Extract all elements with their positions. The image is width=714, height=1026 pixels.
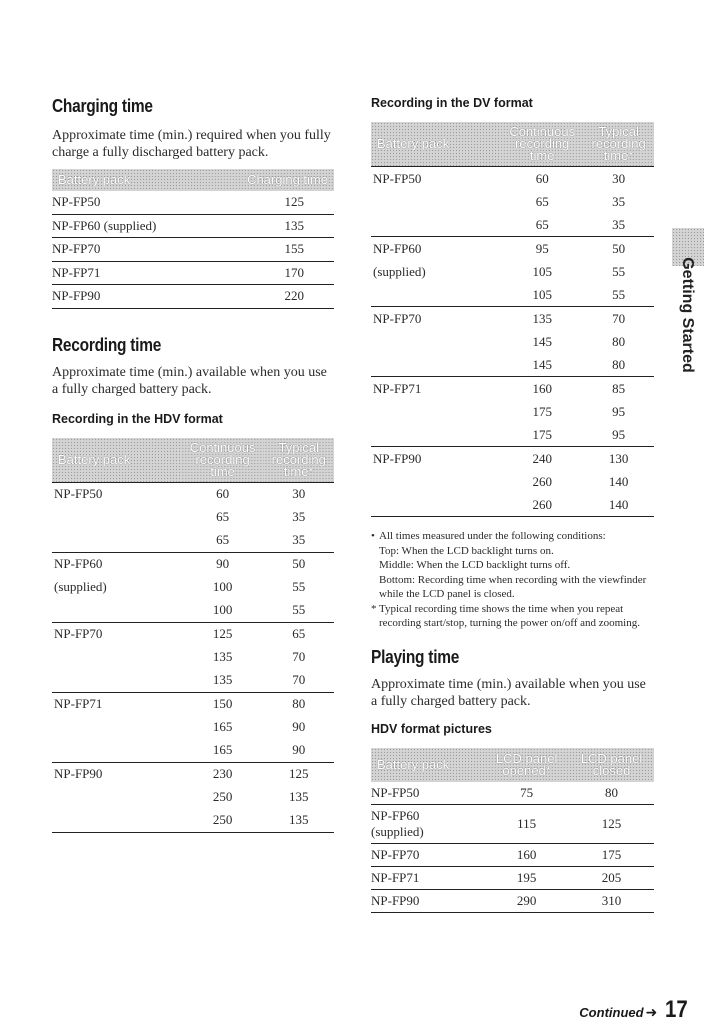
charging-time-cell: 125	[201, 191, 334, 214]
table-row	[371, 782, 654, 805]
table-row	[52, 622, 334, 646]
table-row	[52, 529, 334, 553]
continuous-time-cell: 60	[182, 482, 264, 506]
continuous-time-cell: 135	[501, 307, 583, 331]
recording-notes	[371, 529, 654, 631]
battery-pack-cell: NP-FP70	[52, 238, 201, 262]
battery-pack-cell: NP-FP90	[371, 447, 501, 471]
continued-label: Continued	[579, 1005, 644, 1020]
note-line: Middle: When the LCD backlight turns off.	[379, 559, 571, 571]
lcd-opened-time-cell: 75	[484, 782, 569, 805]
battery-pack-cell: NP-FP71	[371, 377, 501, 401]
col-header-continuous: Continuous recording time	[189, 439, 256, 479]
dv-recording-subheading: Recording in the DV format	[371, 96, 533, 110]
dv-recording-table	[371, 122, 654, 517]
typical-time-cell: 95	[612, 403, 626, 419]
continuous-time-cell: 175	[532, 426, 552, 442]
battery-pack-cell: NP-FP50	[52, 482, 182, 506]
typical-time-cell: 55	[612, 263, 626, 279]
battery-pack-name: NP-FP90	[371, 892, 420, 908]
continued-arrow-icon: ➜	[645, 1005, 658, 1021]
continuous-time-cell: 90	[182, 552, 264, 576]
empty-cell	[371, 213, 501, 237]
empty-cell	[371, 423, 501, 447]
hdv-recording-table	[52, 438, 334, 833]
table-row	[52, 762, 334, 786]
continuous-time-cell: 240	[501, 447, 583, 471]
continuous-time-cell: 65	[535, 216, 549, 232]
typical-time-cell: 85	[583, 377, 654, 401]
lcd-closed-time-cell: 310	[569, 889, 654, 912]
col-header-typical: Typical recording time*	[591, 124, 646, 163]
continuous-time-cell: 150	[182, 692, 264, 716]
table-row	[52, 552, 334, 576]
table-header-row	[371, 122, 654, 167]
typical-time-cell: 80	[612, 356, 626, 372]
note-line: Bottom: Recording time when recording with the viewfinder while the LCD panel is closed.	[379, 573, 647, 600]
col-header-battery-pack: Battery pack	[58, 172, 131, 187]
typical-time-cell: 50	[263, 552, 334, 576]
battery-pack-name: NP-FP70	[371, 846, 420, 862]
table-row	[52, 786, 334, 809]
lcd-closed-time-cell: 175	[569, 843, 654, 866]
battery-pack-cell	[371, 889, 484, 912]
continuous-time-cell: 260	[532, 473, 552, 489]
charging-time-cell: 135	[201, 214, 334, 238]
continuous-time-cell: 65	[216, 509, 230, 524]
table-row	[371, 167, 654, 191]
typical-time-cell: 125	[263, 762, 334, 786]
table-row	[371, 447, 654, 471]
battery-pack-cell	[371, 782, 484, 805]
empty-cell	[52, 599, 182, 623]
table-row	[371, 843, 654, 866]
continuous-time-cell: 260	[501, 493, 583, 517]
table-row	[52, 599, 334, 623]
empty-cell	[52, 809, 182, 833]
note-line: Top: When the LCD backlight turns on.	[379, 544, 554, 557]
table-row	[52, 191, 334, 214]
empty-cell	[371, 190, 501, 213]
empty-cell	[371, 330, 501, 353]
charging-time-intro: Approximate time (min.) required when you fully charge a fully discharged battery pack.	[52, 128, 331, 160]
empty-cell	[371, 470, 501, 493]
note-item	[371, 602, 654, 631]
lcd-opened-time-cell: 160	[484, 843, 569, 866]
hdv-playing-subheading: HDV format pictures	[371, 721, 492, 736]
table-row	[52, 576, 334, 599]
playing-time-table	[371, 748, 654, 913]
lcd-closed-time-cell: 80	[569, 782, 654, 805]
continuous-time-cell: 175	[532, 403, 552, 419]
table-row	[371, 190, 654, 213]
continuous-time-cell: 105	[532, 286, 552, 302]
typical-time-cell: 90	[292, 742, 306, 757]
typical-time-cell: 35	[292, 532, 306, 547]
col-header-typical: Typical recording time*	[271, 439, 326, 479]
battery-pack-cell: NP-FP71	[52, 261, 201, 285]
table-row	[52, 692, 334, 716]
section-tab-text: Getting Started	[679, 257, 696, 373]
empty-cell	[52, 529, 182, 553]
empty-cell	[371, 353, 501, 377]
table-row	[52, 739, 334, 763]
battery-pack-cell	[371, 843, 484, 866]
table-row	[371, 330, 654, 353]
typical-time-cell: 35	[292, 509, 306, 524]
lcd-opened-time-cell: 115	[484, 804, 569, 843]
typical-time-cell: 135	[263, 809, 334, 833]
col-header-battery-pack: Battery pack	[377, 136, 450, 151]
continuous-time-cell: 65	[535, 193, 549, 209]
table-row	[52, 285, 334, 309]
table-row	[52, 214, 334, 238]
continuous-time-cell: 250	[212, 789, 233, 804]
empty-cell	[52, 506, 182, 529]
table-row	[371, 889, 654, 912]
typical-time-cell: 30	[263, 482, 334, 506]
battery-pack-name: NP-FP50	[371, 784, 420, 800]
table-row	[371, 470, 654, 493]
battery-pack-cell: NP-FP70	[371, 307, 501, 331]
typical-time-cell: 35	[612, 193, 626, 209]
continuous-time-cell: 100	[212, 602, 233, 617]
typical-time-cell: 140	[608, 473, 629, 489]
typical-time-cell: 70	[583, 307, 654, 331]
charging-time-cell: 220	[201, 285, 334, 309]
battery-pack-cell: NP-FP70	[52, 622, 182, 646]
continuous-time-cell: 135	[212, 672, 233, 687]
battery-pack-cell: NP-FP90	[52, 285, 201, 309]
continuous-time-cell: 100	[212, 579, 233, 594]
battery-pack-cell: NP-FP60	[52, 552, 182, 576]
empty-cell	[52, 716, 182, 739]
table-row	[52, 261, 334, 285]
table-header-row	[371, 748, 654, 782]
table-row	[371, 866, 654, 889]
table-row	[52, 482, 334, 506]
table-row	[371, 377, 654, 401]
lcd-opened-time-cell: 290	[484, 889, 569, 912]
typical-time-cell: 80	[612, 333, 626, 349]
right-column	[371, 96, 654, 913]
table-row	[52, 506, 334, 529]
typical-time-cell: 55	[292, 579, 306, 594]
battery-pack-cell: NP-FP71	[52, 692, 182, 716]
col-header-battery-pack: Battery pack	[377, 756, 450, 772]
recording-time-heading: Recording time	[52, 334, 162, 355]
battery-pack-name: NP-FP60	[371, 807, 420, 823]
table-row	[371, 307, 654, 331]
table-row	[371, 237, 654, 261]
continuous-time-cell: 250	[182, 809, 264, 833]
col-header-continuous: Continuous recording time	[509, 124, 576, 163]
table-header-row	[52, 438, 334, 483]
battery-pack-note: (supplied)	[371, 823, 424, 839]
playing-time-heading: Playing time	[371, 646, 460, 667]
continuous-time-cell: 135	[212, 649, 233, 664]
continuous-time-cell: 145	[532, 333, 552, 349]
typical-time-cell: 50	[583, 237, 654, 261]
battery-pack-note-cell: (supplied)	[54, 579, 107, 594]
col-header-lcd-opened: LCD panel opened*	[495, 750, 558, 778]
typical-time-cell: 80	[263, 692, 334, 716]
recording-time-intro: Approximate time (min.) available when you use a fully charged battery pack.	[52, 364, 327, 397]
battery-pack-name: NP-FP71	[371, 869, 420, 885]
empty-cell	[371, 400, 501, 423]
table-header-row	[52, 169, 334, 191]
note-line: All times measured under the following conditions:	[379, 530, 606, 542]
typical-time-cell: 55	[292, 602, 306, 617]
typical-time-cell: 95	[612, 426, 626, 442]
typical-time-cell: 130	[583, 447, 654, 471]
empty-cell	[52, 646, 182, 669]
hdv-recording-subheading: Recording in the HDV format	[52, 411, 223, 426]
continuous-time-cell: 125	[182, 622, 264, 646]
battery-pack-cell: NP-FP50	[52, 191, 201, 214]
lcd-closed-time-cell: 125	[569, 804, 654, 843]
battery-pack-note-cell: (supplied)	[373, 263, 426, 279]
continuous-time-cell: 95	[501, 237, 583, 261]
table-row	[52, 669, 334, 693]
continuous-time-cell: 165	[212, 719, 233, 734]
table-row	[371, 804, 654, 843]
table-row	[371, 353, 654, 377]
empty-cell	[52, 669, 182, 693]
continuous-time-cell: 160	[501, 377, 583, 401]
table-row	[52, 238, 334, 262]
table-row	[371, 423, 654, 447]
page-number: 17	[665, 996, 688, 1023]
charging-time-table	[52, 169, 334, 309]
empty-cell	[371, 283, 501, 307]
charging-time-cell: 155	[201, 238, 334, 262]
col-header-lcd-closed: LCD panel closed	[580, 750, 643, 778]
note-line: Typical recording time shows the time when you repeat recording start/stop, turning the power on/off and zooming.	[379, 602, 640, 629]
table-row	[371, 213, 654, 237]
table-row	[371, 283, 654, 307]
empty-cell	[52, 786, 182, 809]
lcd-closed-time-cell: 205	[569, 866, 654, 889]
note-marker: *	[371, 602, 377, 615]
typical-time-cell: 90	[292, 719, 306, 734]
continuous-time-cell: 105	[532, 263, 552, 279]
table-row	[371, 260, 654, 283]
typical-time-cell: 70	[292, 672, 306, 687]
battery-pack-cell: NP-FP60 (supplied)	[52, 214, 201, 238]
note-marker: •	[371, 530, 375, 542]
table-row	[52, 646, 334, 669]
battery-pack-cell: NP-FP90	[52, 762, 182, 786]
charging-time-cell: 170	[201, 261, 334, 285]
typical-time-cell: 35	[612, 216, 626, 232]
battery-pack-cell	[371, 866, 484, 889]
col-header-charging-time: Charging time	[247, 172, 328, 187]
table-row	[52, 809, 334, 833]
table-row	[371, 400, 654, 423]
continuous-time-cell: 145	[532, 356, 552, 372]
battery-pack-cell	[371, 804, 484, 843]
typical-time-cell: 30	[583, 167, 654, 191]
continuous-time-cell: 230	[182, 762, 264, 786]
continuous-time-cell: 65	[216, 532, 230, 547]
continuous-time-cell: 165	[212, 742, 233, 757]
empty-cell	[52, 739, 182, 763]
lcd-opened-time-cell: 195	[484, 866, 569, 889]
table-row	[52, 716, 334, 739]
playing-time-intro: Approximate time (min.) available when you use a fully charged battery pack.	[371, 676, 646, 709]
empty-cell	[371, 493, 501, 517]
typical-time-cell: 65	[263, 622, 334, 646]
left-column	[52, 96, 334, 833]
battery-pack-cell: NP-FP60	[371, 237, 501, 261]
note-item	[371, 529, 654, 602]
typical-time-cell: 140	[583, 493, 654, 517]
continuous-time-cell: 60	[501, 167, 583, 191]
col-header-battery-pack: Battery pack	[58, 451, 131, 467]
charging-time-heading: Charging time	[52, 96, 153, 116]
section-tab-label	[674, 257, 700, 373]
battery-pack-cell: NP-FP50	[371, 167, 501, 191]
typical-time-cell: 70	[292, 649, 306, 664]
table-row	[371, 493, 654, 517]
typical-time-cell: 135	[288, 789, 309, 804]
typical-time-cell: 55	[612, 286, 626, 302]
